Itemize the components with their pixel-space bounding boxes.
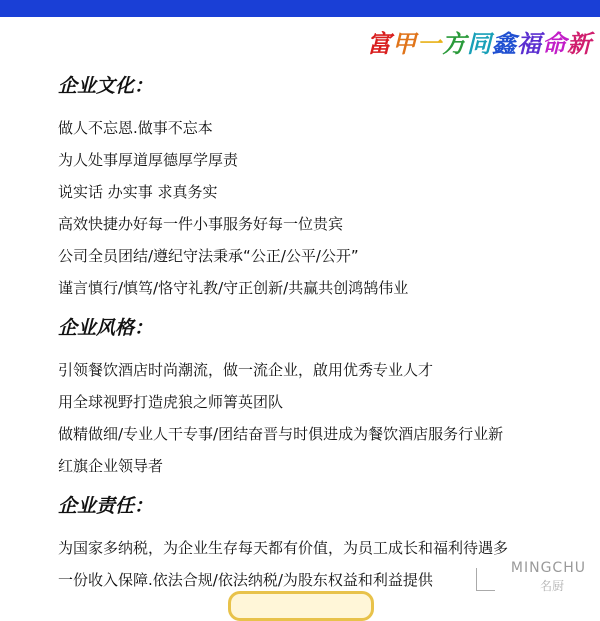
style-line: 做精做细/专业人干专事/团结奋晋与时俱进成为餐饮酒店服务行业新	[58, 425, 504, 443]
top-header-bar	[0, 0, 600, 17]
watermark-bracket-icon	[476, 568, 495, 591]
culture-line: 做人不忘恩.做事不忘本	[58, 119, 213, 137]
style-line: 用全球视野打造虎狼之师箐英团队	[58, 393, 284, 411]
culture-line: 高效快捷办好每一件小事服务好每一位贵宾	[58, 215, 344, 233]
culture-line: 谨言慎行/慎笃/恪守礼教/守正创新/共赢共创鸿鹄伟业	[58, 279, 409, 297]
slogan-char: 方	[442, 29, 467, 58]
watermark-text: MINGCHU	[510, 560, 586, 576]
slogan-char: 鑫	[492, 29, 517, 58]
style-line: 红旗企业领导者	[58, 457, 164, 475]
section-heading-culture: 企业文化：	[58, 75, 154, 97]
slogan-char: 新	[567, 29, 592, 58]
document-body	[58, 74, 588, 608]
slogan-char: 甲	[392, 29, 417, 58]
slogan-char: 命	[542, 29, 567, 58]
slogan-char: 福	[517, 29, 542, 58]
responsibility-line: 一份收入保障.依法合规/依法纳税/为股东权益和利益提供	[58, 571, 433, 589]
section-heading-style: 企业风格：	[58, 317, 154, 339]
section-heading-responsibility: 企业责任：	[58, 495, 154, 517]
culture-line: 公司全员团结/遵纪守法秉承“公正/公平/公开”	[58, 247, 359, 265]
style-line: 引领餐饮酒店时尚潮流，做一流企业，啟用优秀专业人才	[58, 361, 434, 379]
section-style	[58, 316, 588, 482]
responsibility-line: 为国家多纳税，为企业生存每天都有价值，为员工成长和福利待遇多	[58, 539, 509, 557]
watermark-logo	[476, 560, 594, 598]
slogan-banner	[367, 24, 592, 59]
bottom-badge-decoration	[228, 591, 374, 621]
slogan-char: 同	[467, 29, 492, 58]
culture-line: 说实话 办实事 求真务实	[58, 183, 218, 201]
culture-line: 为人处事厚道厚德厚学厚责	[58, 151, 239, 169]
slogan-char: 一	[417, 29, 442, 58]
watermark-subtext: 名厨	[539, 579, 564, 593]
slogan-char: 富	[367, 29, 392, 58]
section-culture	[58, 74, 588, 304]
